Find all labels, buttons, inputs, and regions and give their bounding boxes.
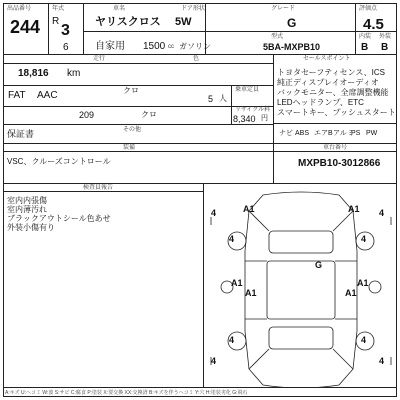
grade: G <box>287 16 297 30</box>
sales-caption: セールスポイント <box>303 56 351 62</box>
exterior-caption: 外装 <box>379 34 392 40</box>
color-caption: 色 <box>193 56 200 62</box>
auction-sheet <box>3 3 397 397</box>
sales-point: 純正ディスプレイオーディオ <box>277 78 379 87</box>
equip-alloy: アルミ <box>333 130 354 137</box>
seat-unit: 人 <box>219 94 227 103</box>
fuel-type: ガソリン <box>179 42 211 51</box>
size-value: 209 <box>79 110 95 120</box>
mark-front-left: A1 <box>243 204 255 214</box>
mark-rear-right: A1 <box>345 288 357 298</box>
divider-subrow <box>83 31 397 32</box>
door-type: 5W <box>175 16 192 28</box>
exterior-grade: B <box>381 42 389 53</box>
notes-caption: 検査員報告 <box>83 185 114 191</box>
mark-tire-rl: 4 <box>229 335 235 345</box>
divider-lot <box>48 3 49 54</box>
aircon: AAC <box>37 90 58 101</box>
sales-point: バックモニター、全席調整機能 <box>277 88 389 97</box>
legend-footer: A:キズ U:ヘコミ W:波 S:サビ C:腐食 P:塗装 X:要交換 XX:交換済 B:キズを伴うヘコミ Y:穴 H:塗装劣化 G:飛石 <box>5 390 248 396</box>
size-unit: クロ <box>141 110 157 119</box>
equip-pw: PW <box>366 130 378 137</box>
mark-mid-right: A1 <box>357 278 369 288</box>
car-outline <box>203 191 399 387</box>
grade-caption: グレード <box>271 6 296 12</box>
mark-tire-rr: 4 <box>361 335 367 345</box>
equipment-text: VSC、クルーズコントロール <box>7 157 111 166</box>
recycle-fee: 8,340 <box>233 114 256 124</box>
mark-tire-fr: 4 <box>361 234 367 244</box>
equip-navi: ナビ <box>279 130 293 137</box>
equip-airbag: エアB <box>314 130 333 137</box>
divider-equip <box>273 123 397 124</box>
model-year: 3 <box>61 22 70 39</box>
warranty: 保証書 <box>7 129 35 139</box>
mark-bumper-left: 4 <box>211 208 217 218</box>
divider-header <box>3 54 397 55</box>
vin-caption: 車台番号 <box>323 145 348 151</box>
divider-equip-caption <box>3 151 397 152</box>
divider-notes <box>3 183 397 184</box>
mark-rear-left: A1 <box>245 288 257 298</box>
model-caption: 型式 <box>271 34 284 40</box>
divider-spec-1 <box>3 63 273 64</box>
model-month: 6 <box>63 42 69 53</box>
divider-score <box>355 3 356 54</box>
equipment-caption: 装備 <box>123 145 136 151</box>
capacity-caption: 乗車定員 <box>235 87 260 93</box>
score-caption: 評価点 <box>359 6 378 12</box>
shift-type: FAT <box>8 90 26 101</box>
sales-point: スマートキー、プッシュスタート <box>277 108 396 117</box>
car-diagram <box>203 191 399 398</box>
recycle-caption: リサイクル料 <box>235 107 271 113</box>
divider-spec-5 <box>3 143 397 144</box>
mark-bottom-right: 4 <box>379 356 385 366</box>
mark-tire-fl: 4 <box>229 234 235 244</box>
seat-count: 5 <box>208 94 214 104</box>
body-color: クロ <box>123 86 139 95</box>
mark-bottom-left: 4 <box>211 356 217 366</box>
doors-caption: ドア形状 <box>181 6 205 12</box>
divider-spec-4 <box>3 124 273 125</box>
mark-roof: G <box>315 260 323 270</box>
mark-bumper-right: 4 <box>379 208 385 218</box>
lot-caption: 出品番号 <box>7 6 32 12</box>
sales-point: トヨタセーフティセンス、ICS <box>277 68 385 77</box>
equip-abs: ABS <box>295 130 310 137</box>
year-caption: 年式 <box>52 6 65 12</box>
interior-caption: 内装 <box>359 34 372 40</box>
divider-year <box>83 3 84 54</box>
car-name-caption: 車名 <box>113 6 126 12</box>
recycle-unit: 円 <box>261 115 268 122</box>
interior-grade: B <box>361 42 369 53</box>
divider-capacity <box>231 85 232 124</box>
car-name: ヤリスクロス <box>95 16 161 28</box>
divider-spec-3 <box>3 106 273 107</box>
note-item: ブラックアウトシール色あせ <box>7 214 111 223</box>
divider-vin <box>273 143 274 183</box>
model-code: 5BA-MXPB10 <box>263 42 321 52</box>
lot-number: 244 <box>10 17 41 37</box>
extra-caption: その他 <box>123 127 142 133</box>
displacement: 1500 <box>143 41 166 52</box>
vin: MXPB10-3012866 <box>298 158 381 169</box>
score: 4.5 <box>363 16 384 33</box>
mileage-unit: km <box>67 68 81 79</box>
era-prefix: R <box>52 16 60 27</box>
note-item: 外装小傷有り <box>7 223 55 232</box>
frame-top <box>3 3 397 4</box>
divider-sales <box>273 54 274 143</box>
mileage-caption: 走行 <box>93 56 106 62</box>
note-item: 室内薄汚れ <box>7 205 47 214</box>
divider-notes-caption <box>3 191 203 192</box>
mark-mid-left: A1 <box>231 278 243 288</box>
mark-front-right: A1 <box>348 204 360 214</box>
sales-point: LEDヘッドランプ、ETC <box>277 98 364 107</box>
equip-ps: PS <box>351 130 361 137</box>
usage: 自家用 <box>95 41 125 52</box>
displacement-unit: cc <box>168 44 174 50</box>
note-item: 室内内張傷 <box>7 196 47 205</box>
mileage-value: 18,816 <box>18 68 49 79</box>
